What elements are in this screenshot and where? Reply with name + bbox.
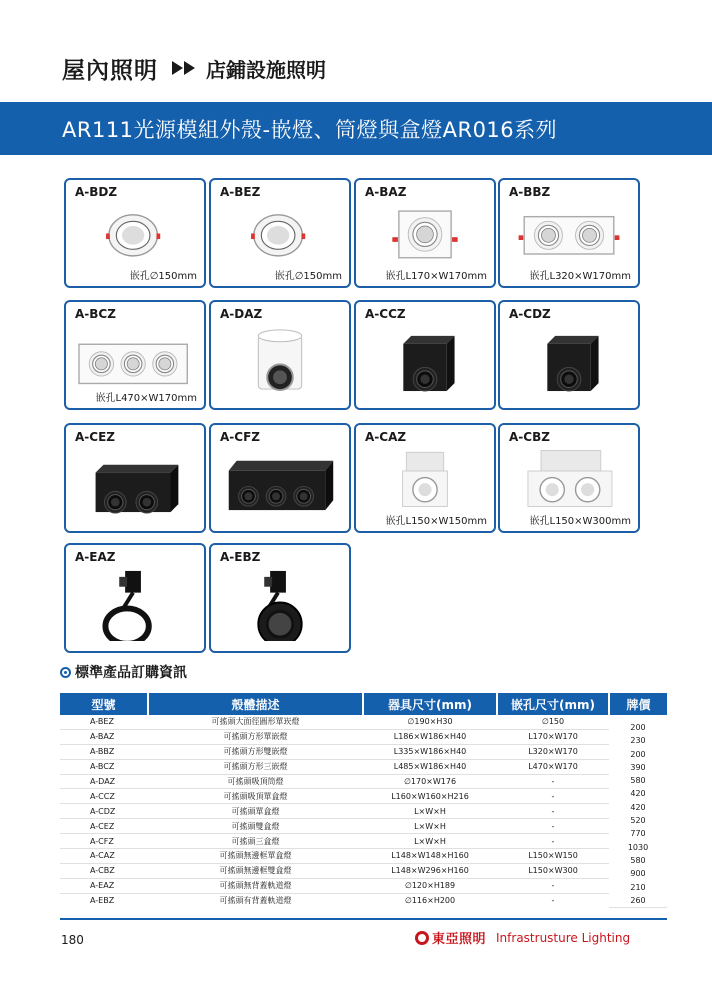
- table-cell: ∅120×H189: [363, 878, 497, 893]
- product-photo-trimless-double-light-icon: [500, 443, 638, 513]
- cutout-size: 嵌孔L320×W170mm: [529, 271, 631, 282]
- table-cell: -: [497, 878, 609, 893]
- price-value: 1030: [627, 842, 649, 852]
- table-cell: 可搖頭方形三嵌燈: [148, 759, 363, 774]
- table-cell: A-DAZ: [60, 774, 148, 789]
- product-code: A-CBZ: [509, 430, 550, 444]
- table-cell: ∅190×H30: [363, 715, 497, 729]
- table-row: [60, 893, 667, 907]
- price-value: 900: [630, 869, 646, 879]
- price-value: 420: [630, 789, 646, 799]
- product-card: [64, 423, 206, 533]
- table-cell: L×W×H: [363, 819, 497, 834]
- table-row: [60, 819, 667, 834]
- double-arrow-icon: [172, 61, 196, 75]
- product-code: A-BCZ: [75, 307, 116, 321]
- price-value: 520: [630, 816, 646, 826]
- price-value: 260: [630, 895, 646, 905]
- table-cell: 可搖頭無邊框雙盒燈: [148, 863, 363, 878]
- cutout-size: 嵌孔L170×W170mm: [385, 271, 487, 282]
- table-cell: A-CBZ: [60, 863, 148, 878]
- table-cell: A-BBZ: [60, 744, 148, 759]
- price-value: 390: [630, 762, 646, 772]
- bullet-icon: [60, 667, 71, 678]
- table-cell: 可搖頭無背蓋軌道燈: [148, 878, 363, 893]
- product-photo-round-white-downlight-icon: [66, 198, 204, 268]
- table-cell: L150×W300: [497, 863, 609, 878]
- table-cell: L160×W160×H216: [363, 789, 497, 804]
- product-card: [498, 300, 640, 410]
- column-header: 器具尺寸(mm): [363, 693, 497, 715]
- table-header-row: [60, 693, 667, 715]
- product-code: A-CCZ: [365, 307, 406, 321]
- table-cell: 可搖頭三盒燈: [148, 834, 363, 849]
- table-cell: A-CFZ: [60, 834, 148, 849]
- product-code: A-CEZ: [75, 430, 115, 444]
- table-cell: -: [497, 834, 609, 849]
- product-code: A-BDZ: [75, 185, 118, 199]
- column-header: 嵌孔尺寸(mm): [497, 693, 609, 715]
- product-card: [354, 423, 496, 533]
- cutout-size: 嵌孔L150×W150mm: [385, 516, 487, 527]
- price-column: [609, 715, 667, 908]
- price-value: 770: [630, 829, 646, 839]
- table-cell: L170×W170: [497, 729, 609, 744]
- product-code: A-BAZ: [365, 185, 407, 199]
- product-code: A-CFZ: [220, 430, 260, 444]
- page-header: [62, 50, 326, 86]
- product-card: [354, 300, 496, 410]
- column-header: 型號: [60, 693, 148, 715]
- table-row: [60, 878, 667, 893]
- product-code: A-DAZ: [220, 307, 263, 321]
- table-cell: L148×W148×H160: [363, 849, 497, 864]
- table-cell: ∅150: [497, 715, 609, 729]
- product-card: [209, 423, 351, 533]
- table-cell: A-CAZ: [60, 849, 148, 864]
- cutout-size: 嵌孔∅150mm: [129, 271, 197, 282]
- table-cell: A-EBZ: [90, 896, 115, 906]
- price-value: 200: [630, 749, 646, 759]
- product-photo-square-single-grille-light-icon: [356, 198, 494, 268]
- table-row: [60, 834, 667, 849]
- table-cell: A-EAZ: [60, 878, 148, 893]
- brand-logo: [415, 928, 630, 947]
- product-photo-black-double-box-light-icon: [66, 443, 204, 521]
- table-cell: A-BCZ: [60, 759, 148, 774]
- table-cell: A-BEZ: [60, 715, 148, 729]
- table-row: [60, 715, 667, 729]
- price-value: 210: [630, 882, 646, 892]
- product-code: A-EBZ: [220, 550, 261, 564]
- cutout-size: 嵌孔L150×W300mm: [529, 516, 631, 527]
- table-cell: 可搖頭大面徑圓形單崁燈: [148, 715, 363, 729]
- section-heading: [60, 662, 187, 682]
- table-cell: A-CDZ: [60, 804, 148, 819]
- series-banner: [0, 102, 712, 155]
- product-card: [64, 300, 206, 410]
- product-photo-black-triple-box-light-icon: [211, 443, 349, 521]
- series-title: AR111光源模組外殼-嵌燈、筒燈與盒燈AR016系列: [62, 118, 558, 142]
- table-cell: L148×W296×H160: [363, 863, 497, 878]
- cutout-size: 嵌孔∅150mm: [274, 271, 342, 282]
- table-row: [60, 863, 667, 878]
- column-header: 牌價: [609, 693, 667, 715]
- table-cell: L335×W186×H40: [363, 744, 497, 759]
- product-photo-trimless-single-light-icon: [356, 443, 494, 513]
- logo-mark-icon: [415, 931, 429, 945]
- product-card: [64, 543, 206, 653]
- table-cell: 可搖頭方形單嵌燈: [148, 729, 363, 744]
- order-table: [60, 693, 667, 908]
- cutout-size: 嵌孔L470×W170mm: [95, 393, 197, 404]
- product-photo-track-light-backed-icon: [211, 563, 349, 641]
- product-code: A-CAZ: [365, 430, 407, 444]
- table-cell: 可搖頭方形雙嵌燈: [148, 744, 363, 759]
- table-cell: L470×W170: [497, 759, 609, 774]
- price-value: 200: [630, 723, 646, 732]
- table-cell: 可搖頭吸頂筒燈: [148, 774, 363, 789]
- table-cell: L×W×H: [363, 804, 497, 819]
- table-row: [60, 729, 667, 744]
- table-cell: L485×W186×H40: [363, 759, 497, 774]
- product-code: A-CDZ: [509, 307, 551, 321]
- page-number: 180: [61, 933, 84, 947]
- table-cell: ∅170×W176: [363, 774, 497, 789]
- subcategory-title: 店鋪設施照明: [206, 57, 326, 82]
- table-cell: ∅116×H200: [404, 896, 456, 906]
- table-cell: A-CCZ: [60, 789, 148, 804]
- table-cell: 可搖頭吸頂單盒燈: [148, 789, 363, 804]
- table-cell: 可搖頭雙盒燈: [148, 819, 363, 834]
- product-card: [354, 178, 496, 288]
- table-cell: L150×W150: [497, 849, 609, 864]
- product-photo-triple-grille-light-icon: [66, 320, 204, 390]
- product-card: [209, 178, 351, 288]
- table-row: [60, 849, 667, 864]
- brand-name: 東亞照明: [432, 932, 487, 947]
- product-card: [498, 423, 640, 533]
- table-cell: 可搖頭無邊框單盒燈: [148, 849, 363, 864]
- product-card: [209, 543, 351, 653]
- table-row: [60, 759, 667, 774]
- product-photo-white-cylinder-light-icon: [211, 320, 349, 398]
- price-value: 230: [630, 736, 646, 746]
- price-value: 580: [630, 776, 646, 786]
- table-body: [60, 715, 667, 908]
- product-card: [64, 178, 206, 288]
- product-photo-round-white-downlight-icon: [211, 198, 349, 268]
- product-code: A-EAZ: [75, 550, 116, 564]
- table-cell: -: [497, 789, 609, 804]
- product-photo-black-box-light-icon: [356, 320, 494, 398]
- product-code: A-BEZ: [220, 185, 261, 199]
- table-cell: A-BAZ: [60, 729, 148, 744]
- section-title: 標準產品訂購資訊: [75, 665, 187, 681]
- table-cell: L320×W170: [497, 744, 609, 759]
- brand-tagline: Infrastrusture Lighting: [496, 930, 631, 945]
- category-title: 屋內照明: [62, 57, 158, 84]
- table-cell: 可搖頭單盒燈: [148, 804, 363, 819]
- product-code: A-BBZ: [509, 185, 551, 199]
- table-row: [60, 789, 667, 804]
- table-cell: -: [497, 804, 609, 819]
- table-cell: A-CEZ: [60, 819, 148, 834]
- table-cell: L×W×H: [363, 834, 497, 849]
- table-row: [60, 804, 667, 819]
- table-cell: 可搖頭有背蓋軌道燈: [219, 896, 292, 906]
- table-row: [60, 774, 667, 789]
- table-cell: -: [497, 819, 609, 834]
- product-photo-track-light-open-icon: [66, 563, 204, 641]
- product-card: [209, 300, 351, 410]
- table-cell: -: [551, 896, 555, 906]
- product-card: [498, 178, 640, 288]
- price-value: 420: [630, 802, 646, 812]
- column-header: 殼體描述: [148, 693, 363, 715]
- price-value: 580: [630, 855, 646, 865]
- table-row: [60, 744, 667, 759]
- footer-rule: [60, 918, 667, 920]
- table-cell: -: [497, 774, 609, 789]
- product-photo-double-grille-light-icon: [500, 198, 638, 268]
- table-cell: L186×W186×H40: [363, 729, 497, 744]
- product-photo-black-box-light-icon: [500, 320, 638, 398]
